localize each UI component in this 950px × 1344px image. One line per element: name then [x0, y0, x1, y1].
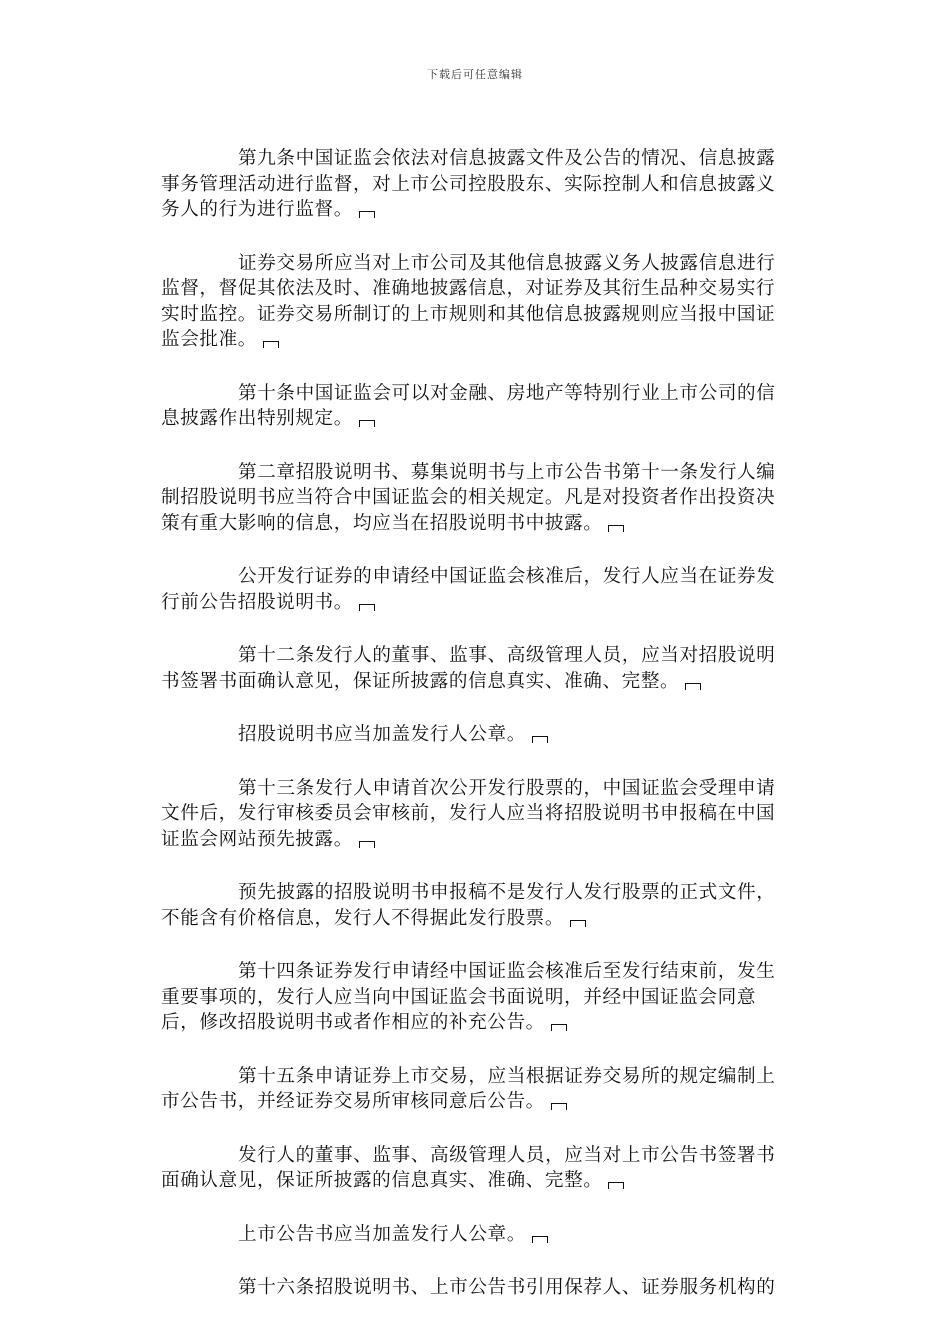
paragraph: [161, 1275, 789, 1301]
paragraph-text: 第十三条发行人申请首次公开发行股票的，中国证监会受理申请文件后，发行审核委员会审核前，发行人应当将招股说明书申报稿在中国证监会网站预先披露。: [161, 777, 776, 850]
paragraph: [161, 959, 789, 1036]
paragraph: [161, 880, 789, 931]
paragraph: [161, 643, 789, 694]
paragraph-mark-icon: [359, 841, 375, 848]
paragraph: [161, 251, 789, 353]
paragraph-text: 证券交易所应当对上市公司及其他信息披露义务人披露信息进行监督，督促其依法及时、准确地披露信息，对证券及其衍生品种交易实行实时监控。证券交易所制订的上市规则和其他信息披露规则应当报中国证监会批准。: [161, 252, 776, 350]
paragraph-text: 第十条中国证监会可以对金融、房地产等特别行业上市公司的信息披露作出特别规定。: [161, 382, 776, 429]
paragraph: [161, 1064, 789, 1115]
paragraph-text: 上市公告书应当加盖发行人公章。: [238, 1223, 526, 1245]
paragraph-text: 发行人的董事、监事、高级管理人员，应当对上市公告书签署书面确认意见，保证所披露的信息真实、准确、完整。: [161, 1144, 776, 1191]
paragraph-mark-icon: [359, 211, 375, 218]
paragraph: [161, 460, 789, 537]
paragraph-text: 第九条中国证监会依法对信息披露文件及公告的情况、信息披露事务管理活动进行监督，对上市公司控股股东、实际控制人和信息披露义务人的行为进行监督。: [161, 148, 776, 220]
paragraph: [161, 1143, 789, 1194]
document-body: [161, 146, 789, 1329]
paragraph: [161, 722, 789, 748]
paragraph-mark-icon: [608, 1182, 624, 1189]
paragraph: [161, 776, 789, 853]
paragraph-mark-icon: [570, 920, 586, 927]
paragraph: [161, 564, 789, 615]
paragraph-text: 第十六条招股说明书、上市公告书引用保荐人、证券服务机构的: [238, 1277, 776, 1298]
paragraph: [161, 1222, 789, 1248]
paragraph-text: 第十二条发行人的董事、监事、高级管理人员，应当对招股说明书签署书面确认意见，保证所披露的信息真实、准确、完整。: [161, 645, 776, 692]
paragraph-mark-icon: [359, 604, 375, 611]
paragraph: [161, 381, 789, 432]
page-header: 下载后可任意编辑: [427, 68, 523, 81]
paragraph-text: 公开发行证券的申请经中国证监会核准后，发行人应当在证券发行前公告招股说明书。: [161, 566, 776, 613]
paragraph-mark-icon: [532, 736, 548, 743]
paragraph-mark-icon: [359, 420, 375, 427]
paragraph-mark-icon: [608, 525, 624, 532]
paragraph-text: 招股说明书应当加盖发行人公章。: [238, 724, 526, 745]
paragraph-text: 第十五条申请证券上市交易，应当根据证券交易所的规定编制上市公告书，并经证券交易所审核同意后公告。: [161, 1065, 776, 1112]
paragraph-text: 第十四条证券发行申请经中国证监会核准后至发行结束前，发生重要事项的，发行人应当向中国证监会书面说明，并经中国证监会同意后，修改招股说明书或者作相应的补充公告。: [161, 961, 776, 1033]
paragraph-text: 预先披露的招股说明书申报稿不是发行人发行股票的正式文件，不能含有价格信息，发行人不得据此发行股票。: [161, 882, 776, 929]
paragraph-mark-icon: [551, 1024, 567, 1031]
paragraph-text: 第二章招股说明书、募集说明书与上市公告书第十一条发行人编制招股说明书应当符合中国证监会的相关规定。凡是对投资者作出投资决策有重大影响的信息，均应当在招股说明书中披露。: [161, 461, 776, 534]
paragraph-mark-icon: [263, 341, 279, 348]
paragraph: [161, 146, 789, 223]
paragraph-mark-icon: [551, 1103, 567, 1110]
paragraph-mark-icon: [532, 1236, 548, 1243]
paragraph-mark-icon: [685, 683, 701, 690]
